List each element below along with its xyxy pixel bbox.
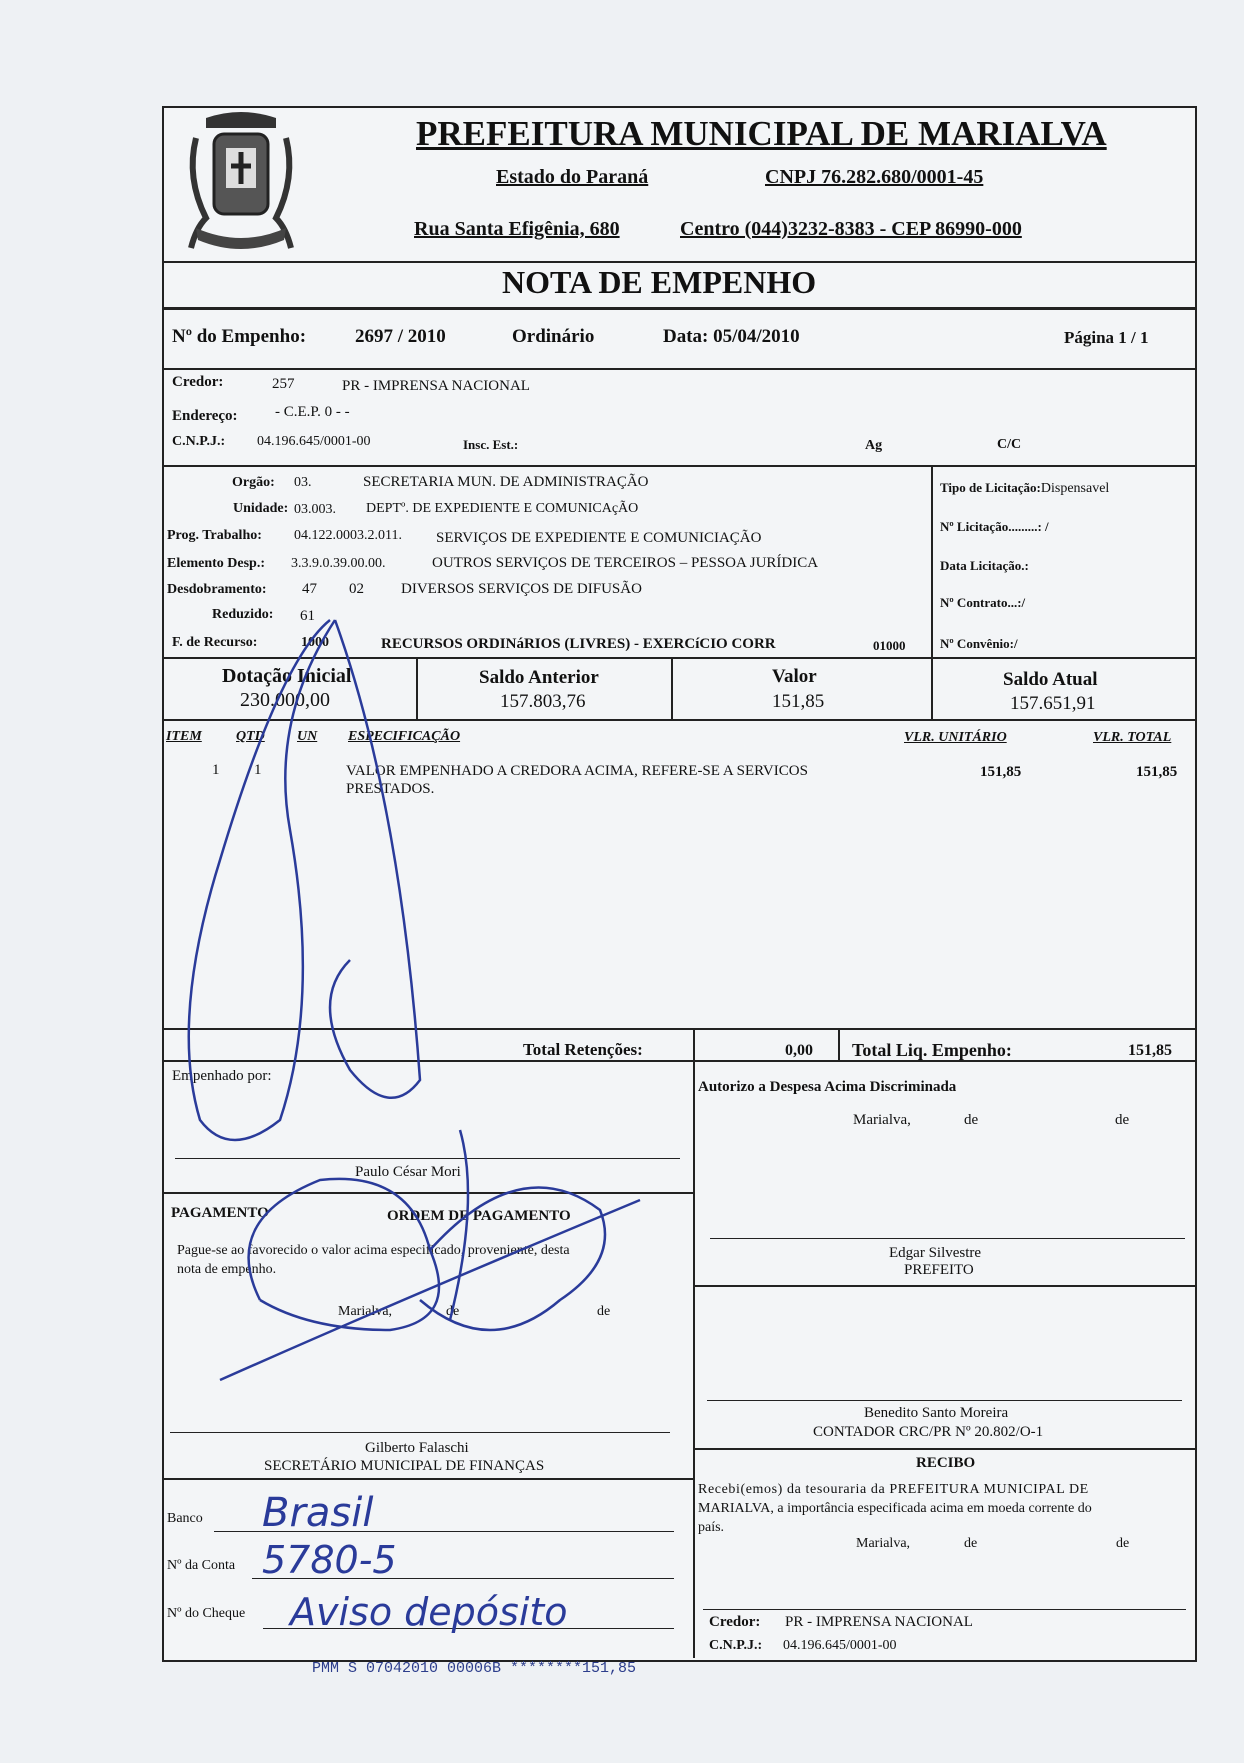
numero-licitacao: Nº Licitação.........: / [940,519,1049,534]
orgao-label: Orgão: [232,475,275,490]
total-liquido-value: 151,85 [1128,1042,1172,1059]
numero-conta-label: Nº da Conta [167,1558,236,1573]
fonte-recurso-code: 1000 [301,635,329,650]
prog-trabalho-name: SERVIÇOS DE EXPEDIENTE E COMUNICIAÇÃO [436,530,762,546]
document-title: NOTA DE EMPENHO [502,264,817,300]
street-label: Rua Santa Efigênia, 680 [414,218,620,240]
col-un: UN [297,729,318,744]
dotacao-inicial-value: 230.000,00 [240,689,330,711]
contador-role: CONTADOR CRC/PR Nº 20.802/O-1 [813,1424,1044,1440]
state-label: Estado do Paraná [496,166,649,188]
orgao-code: 03. [294,475,312,490]
fonte-recurso-name: RECURSOS ORDINáRIOS (LIVRES) - EXERCíCIO CORR [381,636,776,652]
insc-est-label: Insc. Est.: [463,437,519,452]
signature-strokes-icon [160,600,820,1500]
address-label: Endereço: [172,408,238,424]
total-retencoes-label: Total Retenções: [523,1040,643,1059]
pagamento-place: Marialva, [338,1304,393,1319]
pagamento-title: PAGAMENTO [171,1205,269,1221]
desdobramento-label: Desdobramento: [167,582,267,597]
empenhado-por-label: Empenhado por: [172,1068,272,1084]
reduzido-label: Reduzido: [212,607,274,622]
col-item: ITEM [166,729,202,744]
ordem-pagamento-title: ORDEM DE PAGAMENTO [387,1208,571,1224]
prog-trabalho-code: 04.122.0003.2.011. [294,528,402,543]
secretario-name: Gilberto Falaschi [365,1440,469,1456]
total-retencoes-value: 0,00 [785,1042,813,1059]
autorizo-de1: de [964,1112,979,1128]
valor-label: Valor [772,666,817,687]
empenho-type: Ordinário [512,326,595,347]
col-valor-total: VLR. TOTAL [1093,730,1172,745]
contador-name: Benedito Santo Moreira [864,1405,1009,1421]
address-value: - C.E.P. 0 - - [275,404,350,420]
credor-code: 257 [272,376,295,392]
recibo-cnpj-value: 04.196.645/0001-00 [783,1638,897,1653]
elemento-label: Elemento Desp.: [167,556,265,571]
row-qtd: 1 [254,762,262,778]
prefeito-name: Edgar Silvestre [889,1245,982,1261]
row-especificacao-line2: PRESTADOS. [346,781,435,797]
agencia-label: Ag [865,438,883,453]
empenho-label: Nº do Empenho: [172,326,307,347]
row-valor-total: 151,85 [1136,764,1178,780]
contact-label: Centro (044)3232-8383 - CEP 86990-000 [680,218,1022,240]
recibo-text-line3: país. [698,1520,725,1535]
row-item: 1 [212,762,220,778]
recibo-text-line1: Recebi(emos) da tesouraria da PREFEITURA MUNICIPAL DE [698,1482,1089,1497]
desdobramento-name: DIVERSOS SERVIÇOS DE DIFUSÃO [401,581,642,597]
numero-contrato: Nº Contrato...:/ [940,595,1026,610]
unidade-name: DEPTº. DE EXPEDIENTE E COMUNICAçÃO [366,501,639,516]
recibo-de1: de [964,1536,978,1551]
desdobramento-sub: 02 [349,581,364,597]
saldo-atual-label: Saldo Atual [1003,669,1098,690]
row-especificacao-line1: VALOR EMPENHADO A CREDORA ACIMA, REFERE-SE A SERVICOS [346,763,808,779]
recibo-cnpj-label: C.N.P.J.: [709,1638,763,1653]
saldo-anterior-label: Saldo Anterior [479,667,599,688]
fonte-recurso-label: F. de Recurso: [172,635,258,650]
recibo-text-line2: MARIALVA, a importância especificada acima em moeda corrente do [698,1501,1092,1516]
elemento-code: 3.3.9.0.39.00.00. [291,556,386,571]
saldo-atual-value: 157.651,91 [1010,693,1096,714]
credor-name: PR - IMPRENSA NACIONAL [342,378,530,394]
autorizo-place: Marialva, [853,1112,911,1128]
handwritten-banco: Brasil [262,1490,374,1536]
elemento-name: OUTROS SERVIÇOS DE TERCEIROS – PESSOA JURÍDICA [432,555,819,571]
credor-cnpj-value: 04.196.645/0001-00 [257,434,371,449]
row-valor-unitario: 151,85 [980,764,1022,780]
col-qtd: QTD [236,729,265,744]
credor-label: Credor: [172,374,224,390]
credor-cnpj-label: C.N.P.J.: [172,434,226,449]
data-licitacao: Data Licitação.: [940,558,1029,573]
handwritten-conta: 5780-5 [262,1538,397,1582]
empenho-date: Data: 05/04/2010 [663,326,800,347]
total-liquido-label: Total Liq. Empenho: [852,1040,1012,1060]
empenhado-signer: Paulo César Mori [355,1164,461,1180]
coat-of-arms-icon [176,108,306,258]
col-especificacao: ESPECIFICAÇÃO [348,729,461,744]
recibo-de2: de [1116,1536,1130,1551]
unidade-code: 03.003. [294,502,336,517]
prefeito-role: PREFEITO [904,1262,974,1278]
valor-value: 151,85 [772,691,825,712]
tipo-licitacao-value: Dispensavel [1040,481,1110,496]
dotacao-inicial-label: Dotação Inicial [222,665,352,687]
banco-label: Banco [167,1511,203,1526]
numero-convenio: Nº Convênio:/ [940,636,1018,651]
col-valor-unitario: VLR. UNITÁRIO [904,730,1007,745]
pagamento-text-line1: Pague-se ao favorecido o valor acima especificado, proveniente, desta [177,1243,570,1258]
reduzido-value: 61 [300,608,315,624]
pagamento-text-line2: nota de empenho. [177,1262,277,1277]
recibo-credor-value: PR - IMPRENSA NACIONAL [785,1614,973,1630]
cnpj-label: CNPJ 76.282.680/0001-45 [765,166,984,188]
recibo-place: Marialva, [856,1536,911,1551]
recibo-credor-label: Credor: [709,1614,761,1630]
secretario-role: SECRETÁRIO MUNICIPAL DE FINANÇAS [264,1458,545,1474]
orgao-name: SECRETARIA MUN. DE ADMINISTRAÇÃO [363,474,649,490]
saldo-anterior-value: 157.803,76 [500,691,586,712]
empenho-number: 2697 / 2010 [355,326,446,347]
page-number: Página 1 / 1 [1064,328,1149,347]
desdobramento-code: 47 [302,581,317,597]
autorizo-de2: de [1115,1112,1130,1128]
prog-trabalho-label: Prog. Trabalho: [167,528,262,543]
recibo-title: RECIBO [916,1455,976,1471]
autorizo-text: Autorizo a Despesa Acima Discriminada [698,1079,957,1095]
unidade-label: Unidade: [233,501,289,516]
tipo-licitacao-label: Tipo de Licitação:Dispensavel [940,480,1110,496]
pagamento-de2: de [597,1304,611,1319]
pagamento-de1: de [446,1304,460,1319]
fonte-recurso-code2: 01000 [873,638,906,653]
numero-cheque-label: Nº do Cheque [167,1606,246,1621]
conta-corrente-label: C/C [997,437,1022,452]
authentication-stamp: PMM S 07042010 00006B ********151,85 [312,1660,637,1677]
handwritten-cheque: Aviso depósito [290,1590,568,1634]
page-title: PREFEITURA MUNICIPAL DE MARIALVA [416,114,1107,153]
